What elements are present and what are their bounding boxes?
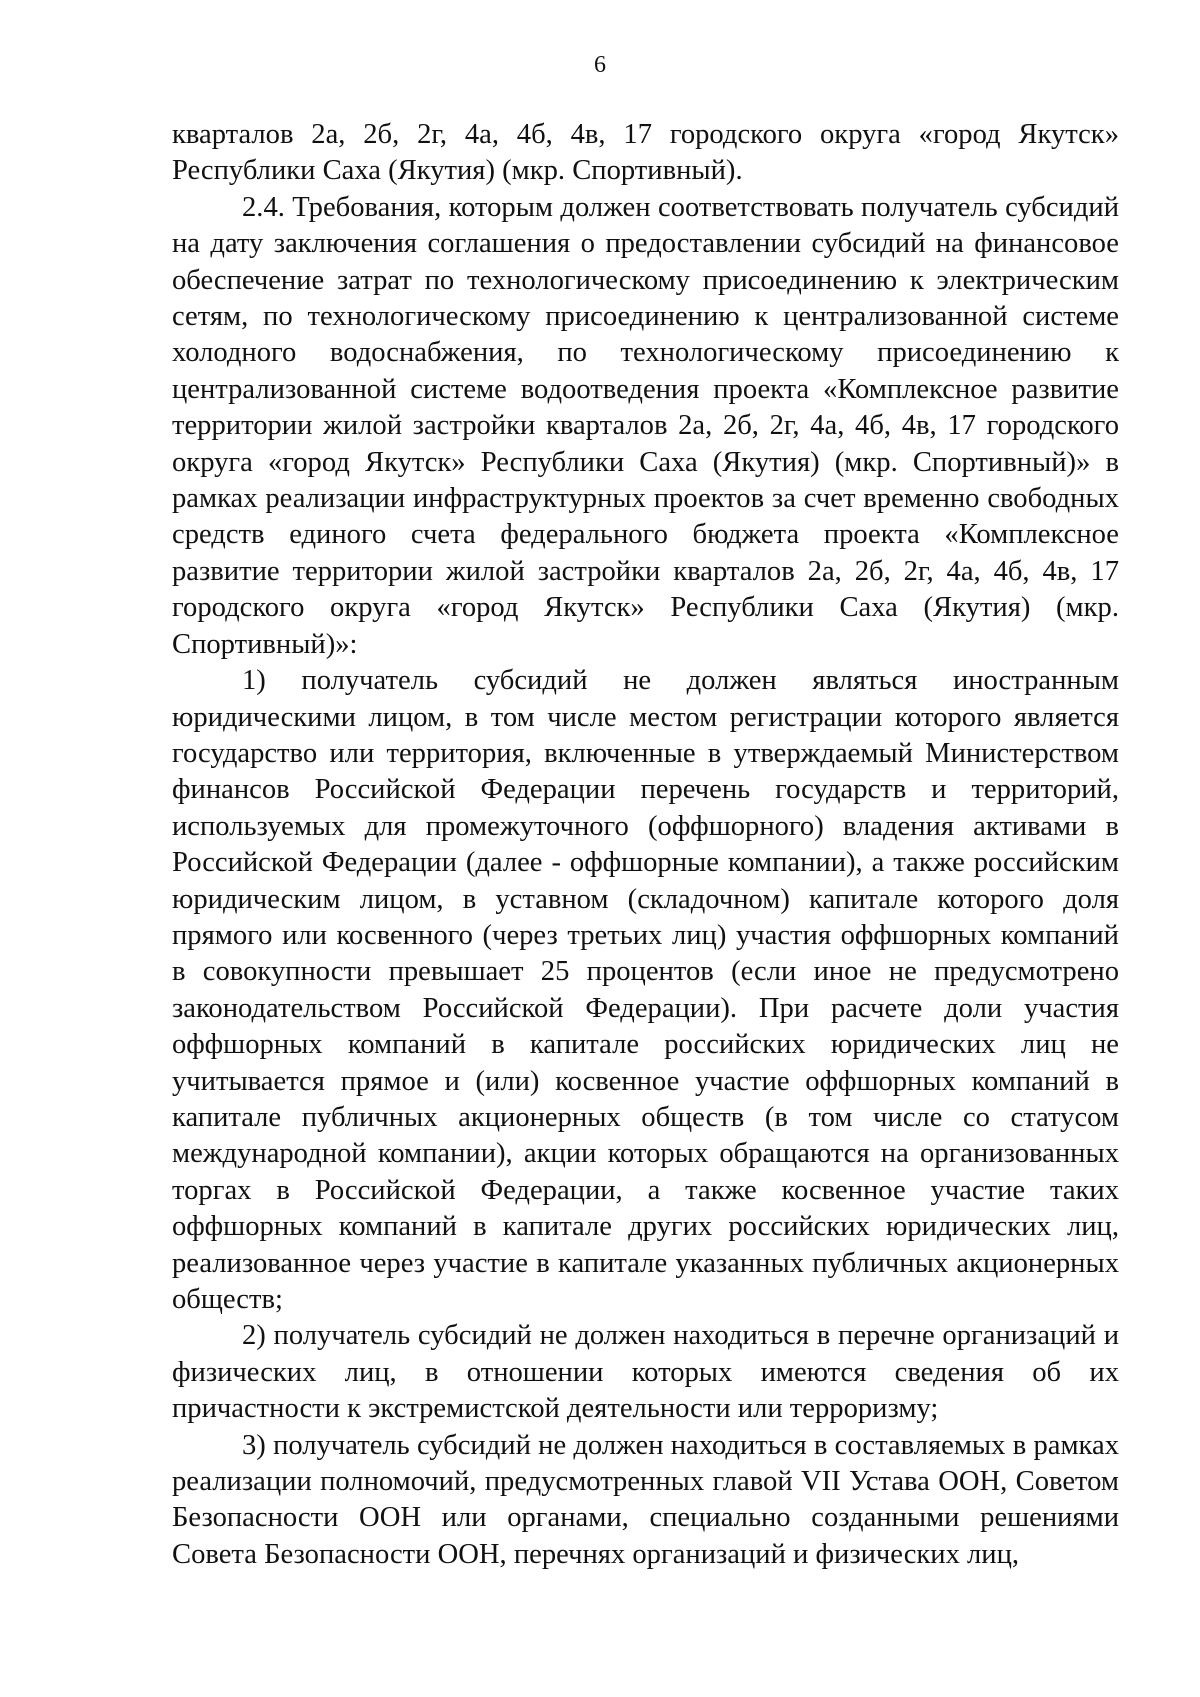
- paragraph-item-1: 1) получатель субсидий не должен являться иностранным юридическими лицом, в том числе местом регистрации которого является государство или территория, включенные в утверждаемый Министерством финансов Российской Федерации перечень государств и территорий, используемых для промежуточного (оффшорного) владения активами в Российской Федерации (далее - оффшорные компании), а также российским юридическим лицом, в уставном (складочном) капитале которого доля прямого или косвенного (через третьих лиц) участия оффшорных компаний в совокупности превышает 25 процентов (если иное не предусмотрено законодательством Российской Федерации). При расчете доли участия оффшорных компаний в капитале российских юридических лиц не учитывается прямое и (или) косвенное участие оффшорных компаний в капитале публичных акционерных обществ (в том числе со статусом международной компании), акции которых обращаются на организованных торгах в Российской Федерации, а также косвенное участие таких оффшорных компаний в капитале других российских юридических лиц, реализованное через участие в капитале указанных публичных акционерных обществ;: [172, 665, 1119, 1315]
- paragraph-item-3: 3) получатель субсидий не должен находиться в составляемых в рамках реализации полномочий, предусмотренных главой VII Устава ООН, Советом Безопасности ООН или органами, специально созданными решениями Совета Безопасности ООН, перечнях организаций и физических лиц,: [172, 1429, 1119, 1570]
- document-body: [172, 117, 1119, 1573]
- paragraph-2-4-requirements: 2.4. Требования, которым должен соответствовать получатель субсидий на дату заключения соглашения о предоставлении субсидий на финансовое обеспечение затрат по технологическому присоединению к электрическим сетям, по технологическому присоединению к централизованной системе холодного водоснабжения, по технологическому присоединению к централизованной системе водоотведения проекта «Комплексное развитие территории жилой застройки кварталов 2а, 2б, 2г, 4а, 4б, 4в, 17 городского округа «город Якутск» Республики Саха (Якутия) (мкр. Спортивный)» в рамках реализации инфраструктурных проектов за счет временно свободных средств единого счета федерального бюджета проекта «Комплексное развитие территории жилой застройки кварталов 2а, 2б, 2г, 4а, 4б, 4в, 17 городского округа «город Якутск» Республики Саха (Якутия) (мкр. Спортивный)»:: [172, 191, 1119, 660]
- page-number: 6: [594, 52, 606, 78]
- paragraph-continuation: кварталов 2а, 2б, 2г, 4а, 4б, 4в, 17 городского округа «город Якутск» Республики Саха (Якутия) (мкр. Спортивный).: [172, 119, 1119, 187]
- paragraph-item-2: 2) получатель субсидий не должен находиться в перечне организаций и физических лиц, в отношении которых имеются сведения об их причастности к экстремистской деятельности или терроризму;: [172, 1320, 1119, 1425]
